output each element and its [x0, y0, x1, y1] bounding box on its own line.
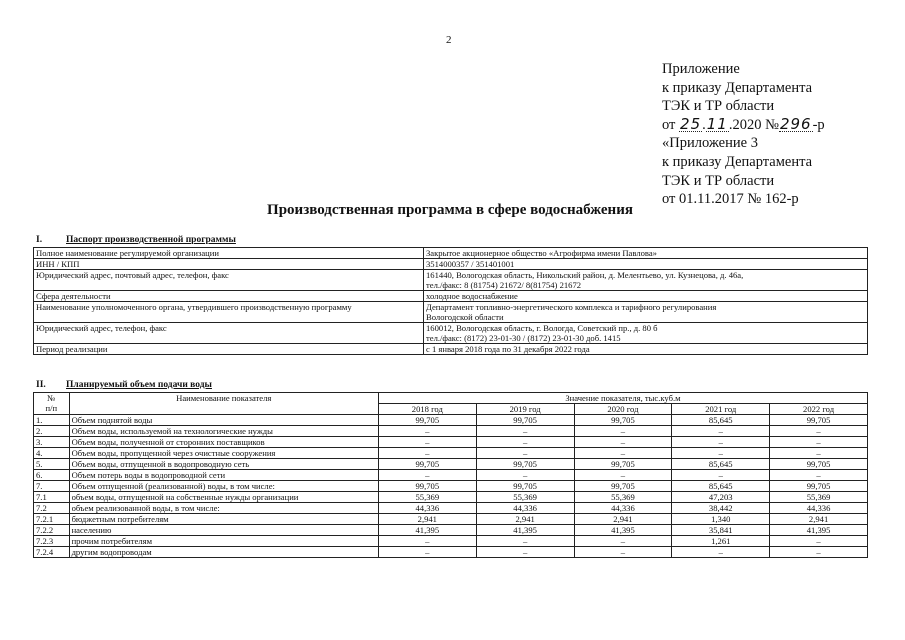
passport-value — [424, 302, 868, 323]
document-title: Производственная программа в сфере водоснабжения — [267, 202, 633, 218]
value-cell: 41,395 — [770, 525, 868, 536]
value-cell: 44,336 — [476, 503, 574, 514]
passport-row — [34, 270, 868, 291]
row-number-cell: 3. — [34, 437, 70, 448]
row-name-cell: объем воды, отпущенной на собственные нужды организации — [69, 492, 378, 503]
value-cell: 85,645 — [672, 459, 770, 470]
value-cell: – — [672, 448, 770, 459]
passport-value — [424, 291, 868, 302]
value-cell: – — [672, 470, 770, 481]
value-cell: 55,369 — [574, 492, 672, 503]
passport-row — [34, 344, 868, 355]
row-name-cell: прочим потребителям — [69, 536, 378, 547]
value-cell: 38,442 — [672, 503, 770, 514]
value-cell: 2,941 — [378, 514, 476, 525]
year-header-cell: 2018 год — [378, 404, 476, 415]
row-number-cell: 6. — [34, 470, 70, 481]
row-name-cell: другим водопроводам — [69, 547, 378, 558]
value-cell: 99,705 — [378, 459, 476, 470]
order-date-prefix: от — [662, 116, 680, 133]
passport-value — [424, 248, 868, 259]
passport-value-line: с 1 января 2018 года по 31 декабря 2022 года — [426, 344, 590, 354]
value-cell: 99,705 — [770, 415, 868, 426]
value-cell: – — [476, 547, 574, 558]
value-cell: – — [378, 536, 476, 547]
value-cell: – — [378, 437, 476, 448]
table-row — [34, 536, 868, 547]
value-cell: – — [770, 470, 868, 481]
value-cell: – — [574, 426, 672, 437]
value-cell: 85,645 — [672, 481, 770, 492]
table-row — [34, 547, 868, 558]
passport-row — [34, 248, 868, 259]
table-row — [34, 525, 868, 536]
passport-value — [424, 259, 868, 270]
value-cell: 99,705 — [574, 481, 672, 492]
section-1-title: Паспорт производственной программы — [66, 235, 236, 245]
row-number-cell: 7.2.1 — [34, 514, 70, 525]
appendix-line: от 01.11.2017 № 162-р — [662, 191, 799, 208]
passport-value-line: 160012, Вологодская область, г. Вологда, Советский пр., д. 80 б — [426, 323, 658, 333]
header-name-cell: Наименование показателя — [69, 393, 378, 415]
header-num-line: п/п — [45, 403, 58, 413]
value-cell: 99,705 — [476, 415, 574, 426]
value-cell: 55,369 — [770, 492, 868, 503]
appendix-line: ТЭК и ТР области — [662, 172, 775, 189]
passport-label: Наименование уполномоченного органа, утвердившего производственную программу — [34, 302, 424, 323]
value-cell: – — [476, 437, 574, 448]
appendix-line: Приложение — [662, 61, 740, 77]
row-number-cell: 7.2.3 — [34, 536, 70, 547]
passport-label: Сфера деятельности — [34, 291, 424, 302]
passport-label: Юридический адрес, почтовый адрес, телефон, факс — [34, 270, 424, 291]
value-cell: – — [574, 547, 672, 558]
value-cell: 35,841 — [672, 525, 770, 536]
passport-value-line: тел./факс: 8 (81754) 21672/ 8(81754) 21672 — [426, 280, 582, 290]
handwritten-order-number: 296 — [779, 114, 812, 133]
value-cell: 41,395 — [476, 525, 574, 536]
passport-label: Полное наименование регулируемой организации — [34, 248, 424, 259]
passport-value-line: Закрытое акционерное общество «Агрофирма имени Павлова» — [426, 248, 657, 258]
row-number-cell: 4. — [34, 448, 70, 459]
year-header-cell: 2019 год — [476, 404, 574, 415]
passport-value — [424, 344, 868, 355]
year-header-cell: 2020 год — [574, 404, 672, 415]
row-number-cell: 7.2.2 — [34, 525, 70, 536]
section-1-heading — [36, 235, 236, 245]
row-name-cell: Объем воды, полученной от сторонних поставщиков — [69, 437, 378, 448]
value-cell: 99,705 — [378, 481, 476, 492]
passport-value-line: тел./факс: (8172) 23-01-30 / (8172) 23-01-30 доб. 1415 — [426, 333, 621, 343]
handwritten-month: 11 — [706, 114, 728, 133]
value-cell: 44,336 — [378, 503, 476, 514]
passport-table — [33, 247, 868, 355]
table-row — [34, 503, 868, 514]
passport-value-line: Департамент топливно-энергетического комплекса и тарифного регулирования — [426, 302, 717, 312]
value-cell: 55,369 — [476, 492, 574, 503]
handwritten-day: 25 — [680, 114, 702, 133]
table-row — [34, 470, 868, 481]
header-num-line: № — [47, 393, 56, 403]
table-row — [34, 415, 868, 426]
value-cell: 1,340 — [672, 514, 770, 525]
water-volume-table — [33, 392, 868, 558]
row-number-cell: 1. — [34, 415, 70, 426]
value-cell: – — [476, 536, 574, 547]
section-2-title: Планируемый объем подачи воды — [66, 380, 212, 390]
value-cell: – — [476, 426, 574, 437]
value-cell: – — [378, 547, 476, 558]
year-header-cell: 2021 год — [672, 404, 770, 415]
passport-row — [34, 323, 868, 344]
value-cell: 99,705 — [378, 415, 476, 426]
header-num-cell — [34, 393, 70, 415]
page-number: 2 — [446, 34, 452, 46]
row-name-cell: Объем воды, отпущенной в водопроводную сеть — [69, 459, 378, 470]
row-name-cell: бюджетным потребителям — [69, 514, 378, 525]
value-cell: – — [770, 448, 868, 459]
row-name-cell: Объем воды, используемой на технологические нужды — [69, 426, 378, 437]
row-number-cell: 5. — [34, 459, 70, 470]
value-cell: 44,336 — [770, 503, 868, 514]
passport-value-line: Вологодской области — [426, 312, 504, 322]
value-cell: – — [770, 426, 868, 437]
passport-value — [424, 323, 868, 344]
table-row — [34, 426, 868, 437]
value-cell: – — [574, 536, 672, 547]
appendix-block — [662, 60, 892, 209]
value-cell: 99,705 — [574, 415, 672, 426]
passport-label: Период реализации — [34, 344, 424, 355]
order-suffix: -р — [812, 116, 825, 133]
value-cell: – — [574, 437, 672, 448]
row-name-cell: Объем отпущенной (реализованной) воды, в том числе: — [69, 481, 378, 492]
order-date-line — [662, 116, 892, 135]
appendix-line: «Приложение 3 — [662, 135, 758, 152]
value-cell: – — [574, 448, 672, 459]
value-cell: – — [574, 470, 672, 481]
passport-row — [34, 259, 868, 270]
value-cell: 99,705 — [770, 481, 868, 492]
value-cell: 41,395 — [378, 525, 476, 536]
value-cell: 44,336 — [574, 503, 672, 514]
value-cell: 1,261 — [672, 536, 770, 547]
passport-row — [34, 291, 868, 302]
passport-value-line: холодное водоснабжение — [426, 291, 518, 301]
passport-value-line: 161440, Вологодская область, Никольский район, д. Мелентьево, ул. Кузнецова, д. 46а, — [426, 270, 744, 280]
value-cell: 2,941 — [770, 514, 868, 525]
passport-label: ИНН / КПП — [34, 259, 424, 270]
value-cell: 99,705 — [574, 459, 672, 470]
table-row — [34, 437, 868, 448]
value-cell: – — [378, 426, 476, 437]
row-name-cell: населению — [69, 525, 378, 536]
header-values-cell: Значение показателя, тыс.куб.м — [378, 393, 867, 404]
row-name-cell: Объем воды, пропущенной через очистные сооружения — [69, 448, 378, 459]
value-cell: 2,941 — [476, 514, 574, 525]
value-cell: 85,645 — [672, 415, 770, 426]
year-header-cell: 2022 год — [770, 404, 868, 415]
value-cell: – — [476, 448, 574, 459]
value-cell: – — [378, 448, 476, 459]
table-row — [34, 448, 868, 459]
appendix-line: к приказу Департамента — [662, 79, 813, 96]
row-number-cell: 7.2 — [34, 503, 70, 514]
row-number-cell: 2. — [34, 426, 70, 437]
passport-value — [424, 270, 868, 291]
passport-row — [34, 302, 868, 323]
row-name-cell: объем реализованной воды, в том числе: — [69, 503, 378, 514]
value-cell: – — [672, 437, 770, 448]
passport-value-line: 3514000357 / 351401001 — [426, 259, 515, 269]
value-cell: 99,705 — [476, 459, 574, 470]
value-cell: – — [672, 426, 770, 437]
value-cell: 55,369 — [378, 492, 476, 503]
value-cell: – — [770, 547, 868, 558]
value-cell: – — [378, 470, 476, 481]
section-2-heading — [36, 380, 212, 390]
passport-label: Юридический адрес, телефон, факс — [34, 323, 424, 344]
value-cell: 99,705 — [770, 459, 868, 470]
value-cell: – — [476, 470, 574, 481]
value-cell: 99,705 — [476, 481, 574, 492]
section-2-number: II. — [36, 380, 46, 390]
value-cell: 2,941 — [574, 514, 672, 525]
value-cell: 41,395 — [574, 525, 672, 536]
date-separator: . — [702, 116, 706, 133]
value-cell: – — [770, 437, 868, 448]
order-year: .2020 № — [728, 116, 779, 133]
value-cell: 47,203 — [672, 492, 770, 503]
table-row — [34, 459, 868, 470]
table-row — [34, 514, 868, 525]
row-number-cell: 7.1 — [34, 492, 70, 503]
row-number-cell: 7.2.4 — [34, 547, 70, 558]
value-cell: – — [770, 536, 868, 547]
appendix-line: к приказу Департамента — [662, 153, 813, 170]
appendix-line: ТЭК и ТР области — [662, 98, 775, 115]
row-number-cell: 7. — [34, 481, 70, 492]
row-name-cell: Объем потерь воды в водопроводной сети — [69, 470, 378, 481]
section-1-number: I. — [36, 235, 43, 245]
table-row — [34, 481, 868, 492]
value-cell: – — [672, 547, 770, 558]
row-name-cell: Объем поднятой воды — [69, 415, 378, 426]
table-row — [34, 492, 868, 503]
